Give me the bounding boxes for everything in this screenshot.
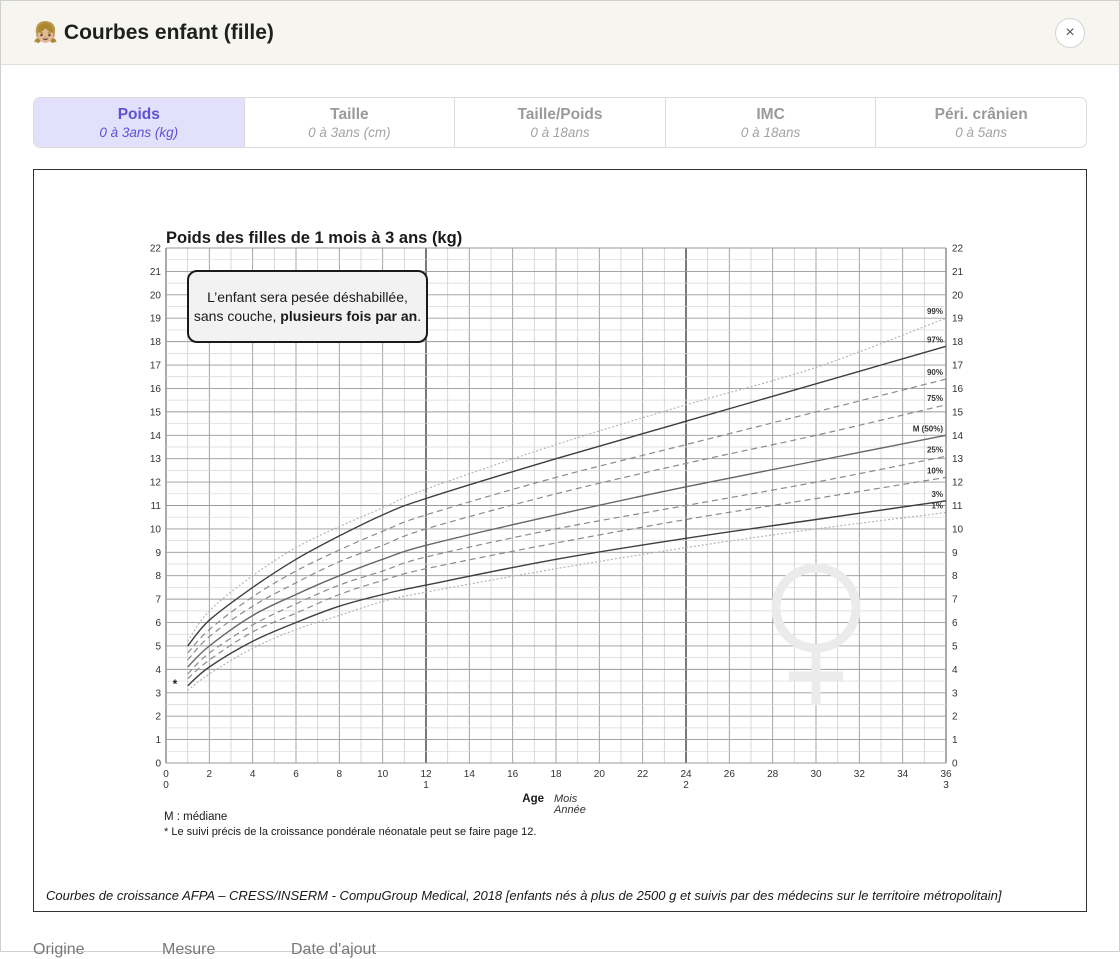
y-tick-label-right: 14 [952,430,964,442]
x-tick-label: 16 [507,769,519,780]
x-tick-label: 0 [163,769,169,780]
tab-sublabel: 0 à 5ans [955,124,1008,140]
column-origine: Origine [33,941,85,958]
series-label-10: 10% [926,466,943,476]
tab-peri-cranien[interactable] [876,98,1086,147]
y-tick-label-left: 13 [149,454,161,466]
y-tick-label-left: 0 [155,758,161,770]
x-tick-label: 24 [680,769,692,780]
y-tick-label-right: 20 [952,290,964,302]
measurement-table-header [33,941,376,959]
neonatal-star-marker: * [172,677,178,691]
y-tick-label-right: 5 [952,641,958,653]
series-label-m-50: M (50%) [912,424,943,434]
notice-box [188,271,427,342]
y-tick-label-left: 17 [149,360,161,372]
series-line-75 [188,405,946,660]
x-axis-annee-label: Année [554,804,586,816]
y-tick-label-right: 0 [952,758,958,770]
chart-title: Poids des filles de 1 mois à 3 ans (kg) [166,229,463,247]
modal-header [1,1,1119,65]
y-tick-label-right: 11 [952,501,963,512]
y-tick-label-left: 15 [149,407,161,419]
y-tick-label-right: 8 [952,571,958,583]
tab-label: Taille [330,105,369,123]
x-axis-age-label: Age [522,793,544,805]
growth-chart-svg [34,170,1086,911]
tab-taille[interactable] [245,98,456,147]
footnote-source: Courbes de croissance AFPA – CRESS/INSERM - CompuGroup Medical, 2018 [enfants nés à plus de 2500 g et suivis par des médecins sur le territoire métropolitain] [46,888,1002,903]
y-tick-label-right: 6 [952,618,958,630]
y-tick-label-left: 22 [149,243,161,255]
notice-end: . [417,308,422,324]
x-tick-label: 2 [206,769,213,780]
y-tick-label-left: 9 [155,547,161,559]
y-tick-label-left: 10 [149,524,161,536]
y-tick-label-right: 16 [952,383,964,395]
y-tick-label-left: 3 [155,688,161,700]
column-mesure: Mesure [162,941,216,958]
y-tick-label-right: 21 [952,266,964,278]
x-tick-label: 10 [377,769,389,780]
x-tick-year-label: 3 [943,780,949,791]
tab-label: IMC [756,105,785,123]
x-tick-year-label: 1 [423,780,429,791]
y-tick-label-right: 17 [952,360,964,372]
tab-poids[interactable] [34,98,245,147]
y-tick-label-right: 10 [952,524,964,536]
girl-icon: 👧🏼 [33,22,58,44]
y-tick-label-left: 11 [150,501,161,512]
series-label-25: 25% [926,445,943,455]
y-tick-label-right: 22 [952,243,964,255]
x-tick-year-label: 0 [163,780,169,791]
series-label-75: 75% [926,393,943,403]
y-tick-label-left: 14 [149,430,161,442]
y-tick-label-right: 19 [952,313,964,325]
x-tick-label: 30 [810,769,822,780]
tab-label: Péri. crânien [934,105,1028,123]
x-tick-label: 32 [853,769,865,780]
y-tick-label-right: 18 [952,337,964,349]
x-tick-label: 26 [723,769,735,780]
x-tick-label: 14 [463,769,475,780]
notice-line-2 [194,308,421,324]
tab-sublabel: 0 à 3ans (cm) [308,124,391,140]
series-line-99 [188,318,946,641]
x-tick-year-label: 2 [683,780,689,791]
y-tick-label-left: 2 [155,711,161,723]
y-tick-label-right: 15 [952,407,964,419]
y-tick-label-left: 1 [155,735,161,747]
y-tick-label-right: 12 [952,477,964,489]
x-tick-label: 6 [293,769,299,780]
y-tick-label-left: 5 [155,641,161,653]
y-tick-label-right: 13 [952,454,964,466]
y-tick-label-left: 6 [155,618,161,630]
notice-bold: plusieurs fois par an [280,308,418,324]
x-tick-label: 34 [897,769,909,780]
y-tick-label-right: 1 [952,735,958,747]
series-label-1: 1% [931,501,943,511]
chart-frame [33,169,1087,912]
y-tick-label-left: 8 [155,571,161,583]
series-line-97 [188,346,946,646]
tab-label: Poids [117,105,160,123]
notice-line-1: L’enfant sera pesée déshabillée, [207,289,408,305]
series-label-97: 97% [926,335,943,345]
y-tick-label-left: 4 [155,664,161,676]
series-line-90 [188,379,946,653]
y-tick-label-right: 9 [952,547,958,559]
x-tick-label: 12 [420,769,432,780]
tab-label: Taille/Poids [517,105,603,123]
tab-sublabel: 0 à 18ans [740,124,801,140]
footnote-star: * Le suivi précis de la croissance pondérale néonatale peut se faire page 12. [164,826,537,838]
series-label-99: 99% [926,307,943,317]
column-date-ajout: Date d'ajout [291,941,376,958]
y-tick-label-left: 18 [149,337,161,349]
y-tick-label-left: 16 [149,383,161,395]
tab-imc[interactable] [666,98,877,147]
x-tick-label: 36 [940,769,952,780]
series-label-3: 3% [931,489,943,499]
tab-taille-poids[interactable] [455,98,666,147]
close-button[interactable] [1055,18,1085,48]
y-tick-label-left: 21 [149,266,161,278]
y-tick-label-left: 12 [149,477,161,489]
chart-tabs [33,97,1087,148]
x-tick-label: 18 [550,769,562,780]
tab-sublabel: 0 à 3ans (kg) [99,124,179,140]
modal-title [33,20,274,45]
x-tick-label: 22 [637,769,649,780]
x-tick-label: 28 [767,769,779,780]
y-tick-label-left: 7 [155,594,161,606]
x-tick-label: 4 [249,769,256,780]
y-tick-label-right: 7 [952,594,958,606]
y-tick-label-right: 2 [952,711,958,723]
y-tick-label-right: 3 [952,688,958,700]
y-tick-label-left: 19 [149,313,161,325]
footnote-median: M : médiane [164,811,228,823]
close-icon: × [1065,24,1075,41]
x-axis-mois-label: Mois [554,793,578,805]
modal-title-text: Courbes enfant (fille) [63,20,274,44]
notice-plain: sans couche, [193,308,281,324]
x-tick-label: 8 [336,769,343,780]
tab-sublabel: 0 à 18ans [530,124,590,140]
y-tick-label-left: 20 [149,290,161,302]
series-label-90: 90% [926,368,943,378]
y-tick-label-right: 4 [952,664,958,676]
x-tick-label: 20 [593,769,605,780]
